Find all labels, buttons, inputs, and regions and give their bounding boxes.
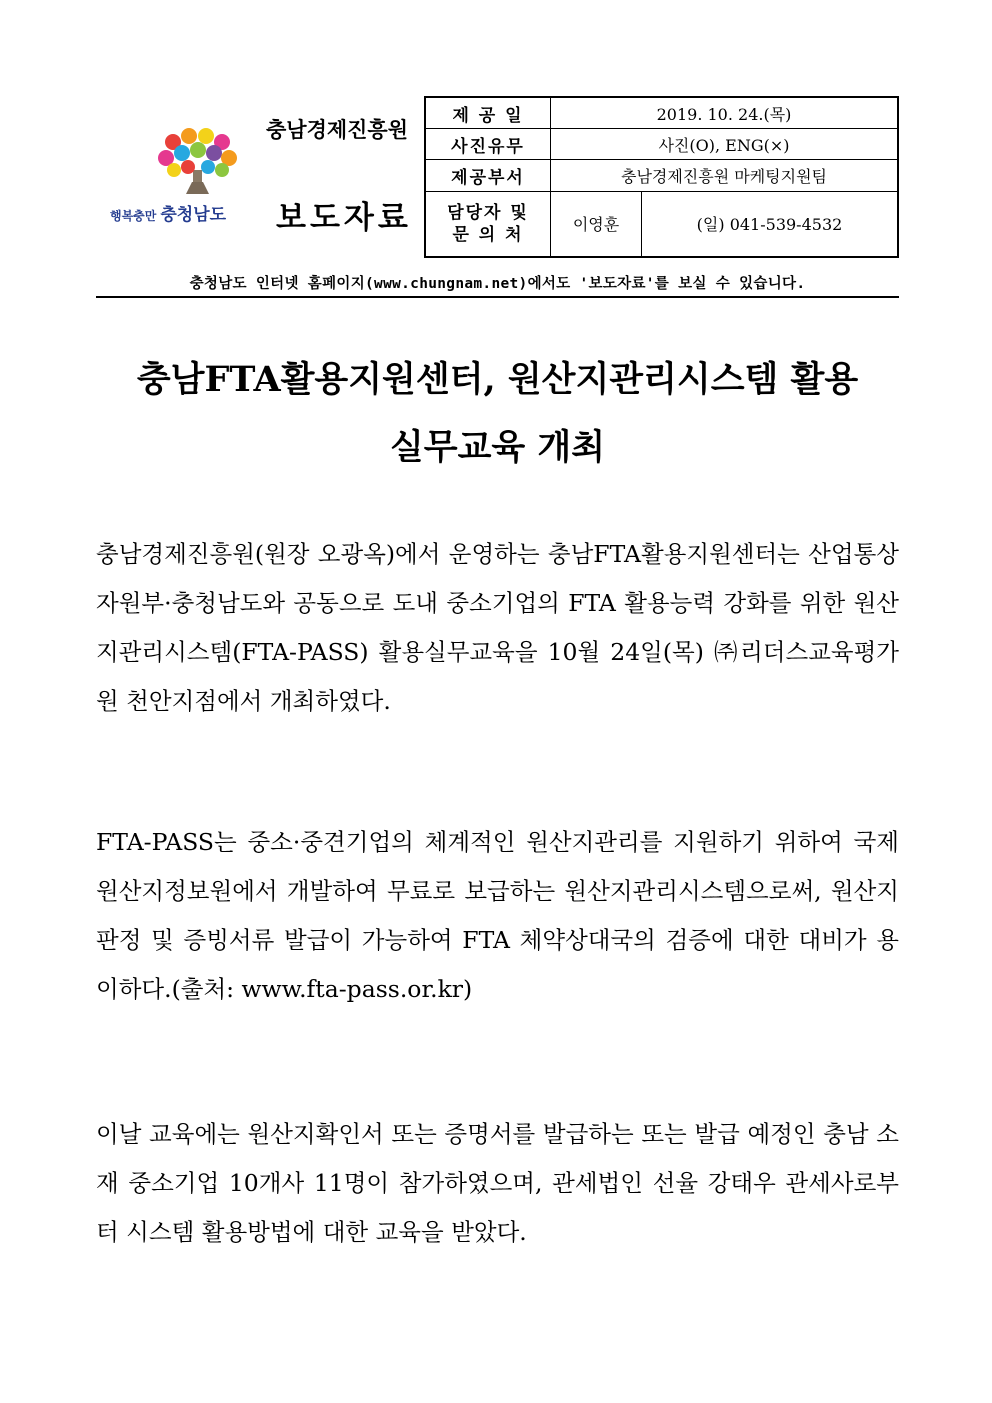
release-info-table bbox=[424, 96, 899, 258]
department-row bbox=[425, 160, 898, 191]
photo-row bbox=[425, 129, 898, 160]
photo-label: 사진유무 bbox=[425, 129, 551, 160]
logo-wordmark bbox=[110, 200, 226, 225]
website-notice: 충청남도 인터넷 홈페이지(www.chungnam.net)에서도 '보도자료'를 보실 수 있습니다. bbox=[189, 276, 806, 292]
contact-name: 이영훈 bbox=[551, 191, 642, 257]
body-paragraph-3: 이날 교육에는 원산지확인서 또는 증명서를 발급하는 또는 발급 예정인 충남 소재 중소기업 10개사 11명이 참가하였으며, 관세법인 선율 강태우 관세사로부터 시스템 활용방법에 대한 교육을 받았다. bbox=[96, 1120, 899, 1246]
contact-label-line2: 문 의 처 bbox=[452, 224, 524, 245]
headline-line1: 충남FTA활용지원센터, 원산지관리시스템 활용 bbox=[136, 359, 859, 400]
department-label: 제공부서 bbox=[425, 160, 551, 191]
contact-phone: (일) 041-539-4532 bbox=[642, 191, 899, 257]
body-paragraph-1: 충남경제진흥원(원장 오광옥)에서 운영하는 충남FTA활용지원센터는 산업통상자원부·충청남도와 공동으로 도내 중소기업의 FTA 활용능력 강화를 위한 원산지관리시스템(FTA-PASS) 활용실무교육을 10월 24일(목) ㈜리더스교육평가원 천안지점에서 개최하였다. bbox=[96, 540, 899, 715]
contact-label-line1: 담당자 및 bbox=[447, 202, 529, 223]
logo-slogan: 행복충만 bbox=[110, 209, 157, 223]
contact-row bbox=[425, 191, 898, 257]
headline-line2: 실무교육 개최 bbox=[389, 427, 606, 468]
date-value: 2019. 10. 24.(목) bbox=[551, 97, 899, 129]
date-label: 제 공 일 bbox=[425, 97, 551, 129]
photo-value: 사진(O), ENG(×) bbox=[551, 129, 899, 160]
header-divider bbox=[96, 296, 899, 298]
press-release-label: 보도자료 bbox=[276, 200, 412, 236]
organization-name: 충남경제진흥원 bbox=[266, 117, 409, 142]
department-value: 충남경제진흥원 마케팅지원팀 bbox=[551, 160, 899, 191]
contact-label bbox=[425, 191, 551, 257]
date-row bbox=[425, 97, 898, 129]
chungnam-logo bbox=[104, 128, 244, 228]
logo-province-name: 충청남도 bbox=[160, 205, 227, 225]
tree-logo-icon bbox=[156, 128, 238, 198]
body-paragraph-2: FTA-PASS는 중소·중견기업의 체계적인 원산지관리를 지원하기 위하여 국제원산지정보원에서 개발하여 무료로 보급하는 원산지관리시스템으로써, 원산지판정 및 증빙서류 발급이 가능하여 FTA 체약상대국의 검증에 대한 대비가 용이하다.(출처: www.fta-pass.or.kr) bbox=[96, 828, 899, 1003]
